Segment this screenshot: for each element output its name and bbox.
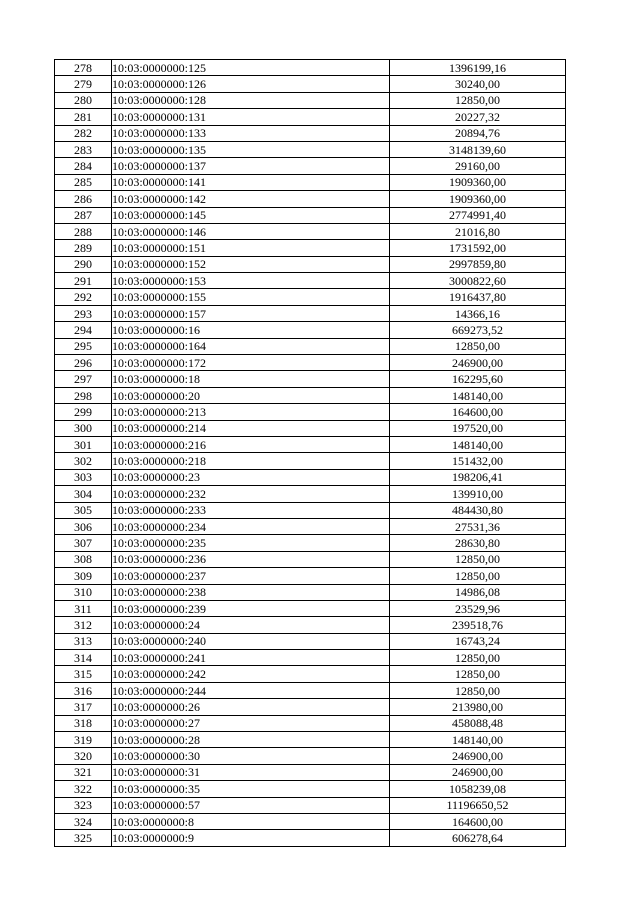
table-row xyxy=(55,568,566,584)
cadastral-number-cell: 10:03:0000000:239 xyxy=(112,600,390,616)
table-row xyxy=(55,125,566,141)
table-row xyxy=(55,141,566,157)
table-row xyxy=(55,584,566,600)
value-cell: 1731592,00 xyxy=(390,240,566,256)
row-number-cell: 295 xyxy=(55,338,112,354)
row-number-cell: 325 xyxy=(55,830,112,846)
table-row xyxy=(55,650,566,666)
row-number-cell: 310 xyxy=(55,584,112,600)
row-number-cell: 290 xyxy=(55,256,112,272)
cadastral-number-cell: 10:03:0000000:172 xyxy=(112,355,390,371)
table-body xyxy=(55,60,566,847)
row-number-cell: 281 xyxy=(55,109,112,125)
value-cell: 14366,16 xyxy=(390,305,566,321)
row-number-cell: 294 xyxy=(55,322,112,338)
row-number-cell: 302 xyxy=(55,453,112,469)
table-row xyxy=(55,617,566,633)
cadastral-number-cell: 10:03:0000000:23 xyxy=(112,469,390,485)
value-cell: 458088,48 xyxy=(390,715,566,731)
value-cell: 1916437,80 xyxy=(390,289,566,305)
cadastral-number-cell: 10:03:0000000:153 xyxy=(112,273,390,289)
cadastral-number-cell: 10:03:0000000:242 xyxy=(112,666,390,682)
row-number-cell: 285 xyxy=(55,174,112,190)
row-number-cell: 323 xyxy=(55,797,112,813)
row-number-cell: 297 xyxy=(55,371,112,387)
cadastral-number-cell: 10:03:0000000:145 xyxy=(112,207,390,223)
row-number-cell: 314 xyxy=(55,650,112,666)
table-row xyxy=(55,486,566,502)
value-cell: 16743,24 xyxy=(390,633,566,649)
value-cell: 23529,96 xyxy=(390,600,566,616)
table-row xyxy=(55,322,566,338)
cadastral-number-cell: 10:03:0000000:236 xyxy=(112,551,390,567)
cadastral-number-cell: 10:03:0000000:8 xyxy=(112,813,390,829)
cadastral-number-cell: 10:03:0000000:164 xyxy=(112,338,390,354)
cadastral-number-cell: 10:03:0000000:24 xyxy=(112,617,390,633)
cadastral-number-cell: 10:03:0000000:16 xyxy=(112,322,390,338)
value-cell: 246900,00 xyxy=(390,355,566,371)
table-row xyxy=(55,469,566,485)
cadastral-number-cell: 10:03:0000000:151 xyxy=(112,240,390,256)
cadastral-number-cell: 10:03:0000000:218 xyxy=(112,453,390,469)
row-number-cell: 309 xyxy=(55,568,112,584)
table-row xyxy=(55,699,566,715)
value-cell: 246900,00 xyxy=(390,764,566,780)
cadastral-number-cell: 10:03:0000000:18 xyxy=(112,371,390,387)
table-row xyxy=(55,404,566,420)
value-cell: 12850,00 xyxy=(390,666,566,682)
row-number-cell: 304 xyxy=(55,486,112,502)
table-row xyxy=(55,109,566,125)
value-cell: 12850,00 xyxy=(390,682,566,698)
table-row xyxy=(55,551,566,567)
row-number-cell: 306 xyxy=(55,518,112,534)
cadastral-number-cell: 10:03:0000000:142 xyxy=(112,191,390,207)
row-number-cell: 321 xyxy=(55,764,112,780)
cadastral-number-cell: 10:03:0000000:244 xyxy=(112,682,390,698)
row-number-cell: 284 xyxy=(55,158,112,174)
value-cell: 669273,52 xyxy=(390,322,566,338)
cadastral-number-cell: 10:03:0000000:30 xyxy=(112,748,390,764)
row-number-cell: 320 xyxy=(55,748,112,764)
cadastral-number-cell: 10:03:0000000:234 xyxy=(112,518,390,534)
row-number-cell: 282 xyxy=(55,125,112,141)
value-cell: 28630,80 xyxy=(390,535,566,551)
row-number-cell: 319 xyxy=(55,732,112,748)
cadastral-number-cell: 10:03:0000000:9 xyxy=(112,830,390,846)
cadastral-number-cell: 10:03:0000000:213 xyxy=(112,404,390,420)
cadastral-number-cell: 10:03:0000000:28 xyxy=(112,732,390,748)
row-number-cell: 312 xyxy=(55,617,112,633)
row-number-cell: 293 xyxy=(55,305,112,321)
table-row xyxy=(55,420,566,436)
table-row xyxy=(55,207,566,223)
cadastral-number-cell: 10:03:0000000:128 xyxy=(112,92,390,108)
cadastral-number-cell: 10:03:0000000:35 xyxy=(112,781,390,797)
cadastral-number-cell: 10:03:0000000:155 xyxy=(112,289,390,305)
value-cell: 1909360,00 xyxy=(390,174,566,190)
cadastral-number-cell: 10:03:0000000:126 xyxy=(112,76,390,92)
row-number-cell: 280 xyxy=(55,92,112,108)
table-row xyxy=(55,748,566,764)
value-cell: 162295,60 xyxy=(390,371,566,387)
value-cell: 3000822,60 xyxy=(390,273,566,289)
table-row xyxy=(55,764,566,780)
value-cell: 20227,32 xyxy=(390,109,566,125)
cadastral-number-cell: 10:03:0000000:241 xyxy=(112,650,390,666)
table-row xyxy=(55,633,566,649)
table-row xyxy=(55,518,566,534)
row-number-cell: 308 xyxy=(55,551,112,567)
value-cell: 139910,00 xyxy=(390,486,566,502)
cadastral-number-cell: 10:03:0000000:125 xyxy=(112,60,390,76)
cadastral-number-cell: 10:03:0000000:216 xyxy=(112,436,390,452)
table-row xyxy=(55,256,566,272)
table-row xyxy=(55,76,566,92)
value-cell: 148140,00 xyxy=(390,732,566,748)
table-row xyxy=(55,387,566,403)
cadastral-number-cell: 10:03:0000000:135 xyxy=(112,141,390,157)
cadastral-number-cell: 10:03:0000000:26 xyxy=(112,699,390,715)
table-row xyxy=(55,240,566,256)
row-number-cell: 313 xyxy=(55,633,112,649)
cadastral-number-cell: 10:03:0000000:237 xyxy=(112,568,390,584)
table-row xyxy=(55,60,566,76)
table-row xyxy=(55,223,566,239)
row-number-cell: 288 xyxy=(55,223,112,239)
table-row xyxy=(55,535,566,551)
row-number-cell: 318 xyxy=(55,715,112,731)
value-cell: 484430,80 xyxy=(390,502,566,518)
table-row xyxy=(55,715,566,731)
cadastral-number-cell: 10:03:0000000:232 xyxy=(112,486,390,502)
value-cell: 148140,00 xyxy=(390,436,566,452)
cadastral-number-cell: 10:03:0000000:233 xyxy=(112,502,390,518)
value-cell: 1909360,00 xyxy=(390,191,566,207)
value-cell: 12850,00 xyxy=(390,338,566,354)
row-number-cell: 298 xyxy=(55,387,112,403)
cadastral-number-cell: 10:03:0000000:141 xyxy=(112,174,390,190)
value-cell: 213980,00 xyxy=(390,699,566,715)
cadastral-number-cell: 10:03:0000000:157 xyxy=(112,305,390,321)
row-number-cell: 311 xyxy=(55,600,112,616)
value-cell: 148140,00 xyxy=(390,387,566,403)
table-row xyxy=(55,158,566,174)
table-row xyxy=(55,732,566,748)
value-cell: 151432,00 xyxy=(390,453,566,469)
row-number-cell: 317 xyxy=(55,699,112,715)
value-cell: 246900,00 xyxy=(390,748,566,764)
value-cell: 12850,00 xyxy=(390,551,566,567)
row-number-cell: 315 xyxy=(55,666,112,682)
value-cell: 3148139,60 xyxy=(390,141,566,157)
value-cell: 198206,41 xyxy=(390,469,566,485)
row-number-cell: 279 xyxy=(55,76,112,92)
table-row xyxy=(55,502,566,518)
table-row xyxy=(55,371,566,387)
value-cell: 20894,76 xyxy=(390,125,566,141)
cadastral-number-cell: 10:03:0000000:57 xyxy=(112,797,390,813)
row-number-cell: 300 xyxy=(55,420,112,436)
cadastral-number-cell: 10:03:0000000:152 xyxy=(112,256,390,272)
table-row xyxy=(55,830,566,846)
value-cell: 2997859,80 xyxy=(390,256,566,272)
table-row xyxy=(55,682,566,698)
value-cell: 30240,00 xyxy=(390,76,566,92)
table-row xyxy=(55,453,566,469)
table-row xyxy=(55,174,566,190)
row-number-cell: 299 xyxy=(55,404,112,420)
table-row xyxy=(55,666,566,682)
table-row xyxy=(55,338,566,354)
value-cell: 2774991,40 xyxy=(390,207,566,223)
row-number-cell: 283 xyxy=(55,141,112,157)
row-number-cell: 324 xyxy=(55,813,112,829)
table-row xyxy=(55,355,566,371)
table-row xyxy=(55,273,566,289)
row-number-cell: 301 xyxy=(55,436,112,452)
cadastral-value-table xyxy=(54,59,566,847)
table-row xyxy=(55,305,566,321)
table-row xyxy=(55,436,566,452)
cadastral-number-cell: 10:03:0000000:137 xyxy=(112,158,390,174)
table-row xyxy=(55,797,566,813)
value-cell: 14986,08 xyxy=(390,584,566,600)
row-number-cell: 286 xyxy=(55,191,112,207)
value-cell: 12850,00 xyxy=(390,650,566,666)
table-row xyxy=(55,813,566,829)
cadastral-number-cell: 10:03:0000000:131 xyxy=(112,109,390,125)
value-cell: 27531,36 xyxy=(390,518,566,534)
value-cell: 606278,64 xyxy=(390,830,566,846)
value-cell: 1058239,08 xyxy=(390,781,566,797)
value-cell: 164600,00 xyxy=(390,813,566,829)
row-number-cell: 291 xyxy=(55,273,112,289)
table-row xyxy=(55,92,566,108)
value-cell: 164600,00 xyxy=(390,404,566,420)
row-number-cell: 289 xyxy=(55,240,112,256)
row-number-cell: 305 xyxy=(55,502,112,518)
value-cell: 11196650,52 xyxy=(390,797,566,813)
cadastral-number-cell: 10:03:0000000:31 xyxy=(112,764,390,780)
row-number-cell: 322 xyxy=(55,781,112,797)
value-cell: 197520,00 xyxy=(390,420,566,436)
row-number-cell: 296 xyxy=(55,355,112,371)
value-cell: 12850,00 xyxy=(390,92,566,108)
value-cell: 21016,80 xyxy=(390,223,566,239)
value-cell: 29160,00 xyxy=(390,158,566,174)
value-cell: 1396199,16 xyxy=(390,60,566,76)
cadastral-number-cell: 10:03:0000000:238 xyxy=(112,584,390,600)
table-row xyxy=(55,781,566,797)
row-number-cell: 316 xyxy=(55,682,112,698)
value-cell: 239518,76 xyxy=(390,617,566,633)
row-number-cell: 303 xyxy=(55,469,112,485)
cadastral-number-cell: 10:03:0000000:133 xyxy=(112,125,390,141)
value-cell: 12850,00 xyxy=(390,568,566,584)
cadastral-number-cell: 10:03:0000000:27 xyxy=(112,715,390,731)
row-number-cell: 292 xyxy=(55,289,112,305)
cadastral-number-cell: 10:03:0000000:146 xyxy=(112,223,390,239)
table-row xyxy=(55,600,566,616)
table-row xyxy=(55,289,566,305)
cadastral-number-cell: 10:03:0000000:235 xyxy=(112,535,390,551)
row-number-cell: 307 xyxy=(55,535,112,551)
cadastral-number-cell: 10:03:0000000:240 xyxy=(112,633,390,649)
cadastral-number-cell: 10:03:0000000:214 xyxy=(112,420,390,436)
row-number-cell: 287 xyxy=(55,207,112,223)
row-number-cell: 278 xyxy=(55,60,112,76)
table-row xyxy=(55,191,566,207)
cadastral-number-cell: 10:03:0000000:20 xyxy=(112,387,390,403)
